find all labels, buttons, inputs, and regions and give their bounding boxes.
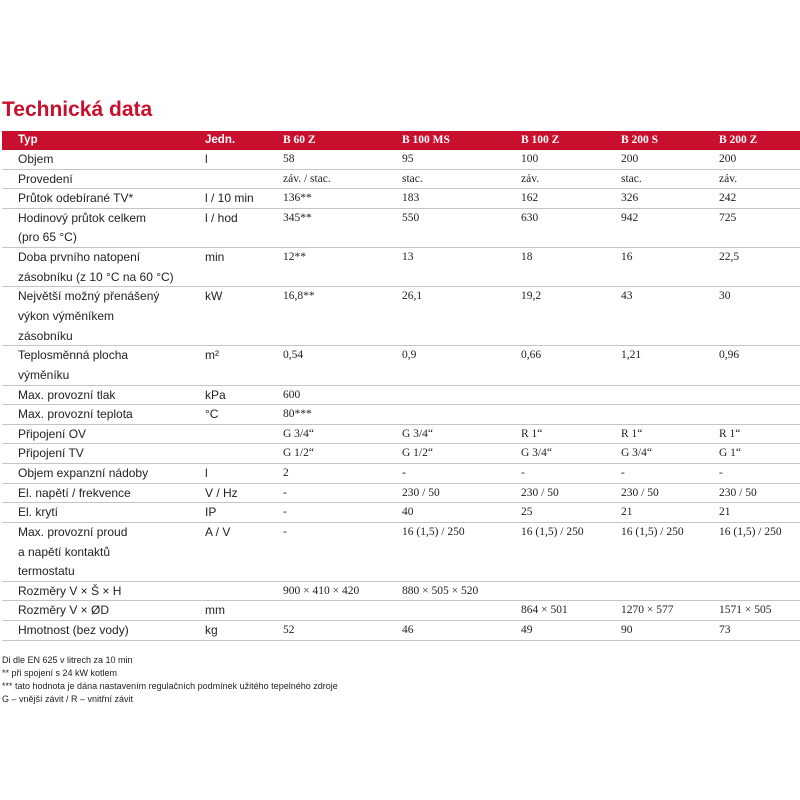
row-value: 43: [621, 290, 633, 303]
table-row: [2, 582, 800, 602]
row-unit: min: [205, 250, 225, 265]
row-label: Doba prvního natopení zásobníku (z 10 °C na 60 °C): [18, 250, 174, 284]
row-value: stac.: [402, 172, 423, 185]
table-row: [2, 346, 800, 385]
row-label: Největší možný přenášený výkon výměníkem zásobníku: [18, 289, 160, 343]
table-row: [2, 287, 800, 346]
row-label: Průtok odebírané TV*: [18, 191, 134, 206]
row-value: 230 / 50: [402, 486, 440, 499]
row-value: 942: [621, 211, 639, 224]
header-cell-unit: Jedn.: [205, 134, 236, 146]
table-row: [2, 170, 800, 190]
row-value: 100: [521, 153, 539, 165]
row-value: 326: [621, 192, 639, 205]
row-value: 1571 × 505: [719, 604, 772, 617]
table-row: [2, 484, 800, 504]
row-value: G 1“: [719, 447, 742, 460]
header-cell-model: B 60 Z: [283, 134, 316, 146]
row-label: Max. provozní proud a napětí kontaktů termostatu: [18, 524, 128, 579]
row-unit: l: [205, 152, 208, 166]
row-value: 900 × 410 × 420: [283, 584, 360, 597]
row-unit: °C: [205, 407, 219, 422]
row-value: -: [283, 506, 287, 519]
row-value: 46: [402, 624, 414, 637]
row-label: Rozměry V × Š × H: [18, 583, 122, 598]
row-label: Hodinový průtok celkem (pro 65 °C): [18, 210, 147, 245]
header-cell-model: B 100 Z: [521, 134, 560, 146]
row-value: 1,21: [621, 349, 642, 362]
row-value: 80***: [283, 408, 312, 421]
row-label: El. krytí: [18, 505, 59, 520]
row-label: Hmotnost (bez vody): [18, 623, 129, 638]
table-header-row: [2, 131, 800, 150]
row-value: [616, 386, 714, 405]
table-row: [2, 425, 800, 445]
row-value: 16 (1,5) / 250: [402, 525, 465, 538]
row-value: [616, 405, 714, 424]
row-value: 22,5: [719, 251, 740, 264]
row-value: 40: [402, 506, 414, 519]
row-value: 550: [402, 211, 420, 224]
row-value: 880 × 505 × 520: [402, 584, 479, 597]
row-value: [714, 582, 798, 601]
row-value: -: [521, 467, 525, 480]
row-value: záv. / stac.: [283, 172, 331, 185]
row-value: -: [283, 525, 287, 538]
row-value: 58: [283, 153, 295, 165]
row-label: Objem expanzní nádoby: [18, 466, 149, 481]
row-value: 345**: [283, 211, 312, 224]
table-row: [2, 209, 800, 248]
row-value: 162: [521, 192, 539, 205]
row-value: [714, 405, 798, 424]
row-value: [516, 386, 616, 405]
table-row: [2, 248, 800, 287]
row-value: 16,8**: [283, 290, 315, 303]
header-cell-model: B 200 S: [621, 134, 659, 146]
footnote: Di dle EN 625 v litrech za 10 min: [2, 655, 133, 665]
row-value: G 1/2“: [402, 447, 433, 460]
row-value: 90: [621, 624, 633, 637]
row-value: -: [621, 467, 625, 480]
row-value: [516, 405, 616, 424]
row-value: -: [283, 486, 287, 499]
row-unit: [200, 425, 278, 444]
technical-data-table: [2, 131, 800, 641]
row-value: [714, 386, 798, 405]
row-value: [278, 601, 397, 620]
row-value: 0,54: [283, 349, 304, 362]
row-value: 16 (1,5) / 250: [719, 525, 782, 538]
row-value: R 1“: [719, 427, 741, 440]
row-value: 230 / 50: [719, 486, 757, 499]
footnotes: [2, 654, 338, 706]
row-value: 21: [621, 506, 633, 519]
row-value: 0,96: [719, 349, 740, 362]
row-value: -: [402, 467, 406, 480]
table-row: [2, 621, 800, 641]
row-label: El. napětí / frekvence: [18, 485, 131, 500]
row-label: Max. provozní tlak: [18, 387, 116, 402]
row-value: G 3/4“: [283, 427, 314, 440]
table-body: [2, 150, 800, 641]
row-value: 230 / 50: [621, 486, 659, 499]
footnote: G – vnější závit / R – vnitřní závit: [2, 694, 134, 704]
row-value: [397, 601, 516, 620]
header-cell-model: B 100 MS: [402, 134, 450, 146]
row-value: 725: [719, 211, 737, 224]
table-row: [2, 601, 800, 621]
row-value: 95: [402, 153, 414, 165]
row-label: Max. provozní teplota: [18, 407, 133, 422]
row-value: 864 × 501: [521, 604, 568, 617]
row-value: 30: [719, 290, 731, 303]
row-value: 600: [283, 388, 301, 401]
row-value: R 1“: [621, 427, 643, 440]
row-value: 2: [283, 467, 289, 480]
row-value: R 1“: [521, 427, 543, 440]
row-value: 73: [719, 624, 731, 637]
row-value: 25: [521, 506, 533, 519]
row-unit: A / V: [205, 524, 231, 539]
row-value: 630: [521, 211, 539, 224]
row-value: [397, 386, 516, 405]
row-unit: l / 10 min: [205, 191, 254, 206]
table-row: [2, 189, 800, 209]
row-unit: kW: [205, 289, 223, 304]
row-unit: [200, 444, 278, 463]
row-unit: l: [205, 466, 208, 481]
row-value: [397, 405, 516, 424]
row-unit: kPa: [205, 387, 226, 402]
row-value: stac.: [621, 172, 642, 185]
row-label: Provedení: [18, 171, 73, 186]
row-value: záv.: [521, 172, 540, 185]
row-value: 18: [521, 251, 533, 264]
row-value: G 1/2“: [283, 447, 314, 460]
row-value: 230 / 50: [521, 486, 559, 499]
row-value: -: [719, 467, 723, 480]
row-value: 16: [621, 251, 633, 264]
row-label: Připojení OV: [18, 426, 87, 441]
table-row: [2, 405, 800, 425]
footnote: *** tato hodnota je dána nastavením regulačních podmínek užitého tepelného zdroje: [2, 681, 338, 691]
row-value: 16 (1,5) / 250: [621, 525, 684, 538]
header-cell-type: Typ: [18, 134, 38, 146]
row-value: 0,9: [402, 349, 417, 362]
table-row: [2, 150, 800, 170]
row-unit: [200, 170, 278, 189]
row-value: 52: [283, 624, 295, 637]
row-unit: IP: [205, 505, 217, 520]
row-value: 0,66: [521, 349, 542, 362]
row-label: Objem: [18, 152, 54, 166]
row-value: 49: [521, 624, 533, 637]
row-unit: V / Hz: [205, 485, 238, 500]
row-value: 21: [719, 506, 731, 519]
row-value: 183: [402, 192, 420, 205]
row-unit: l / hod: [205, 210, 238, 225]
row-unit: mm: [205, 603, 225, 618]
table-row: [2, 503, 800, 523]
row-value: 16 (1,5) / 250: [521, 525, 584, 538]
row-value: 200: [621, 153, 639, 165]
table-row: [2, 464, 800, 484]
row-value: 12**: [283, 251, 306, 264]
row-value: G 3/4“: [402, 427, 433, 440]
header-cell-model: B 200 Z: [719, 134, 758, 146]
row-value: [516, 582, 616, 601]
row-unit: m²: [205, 348, 219, 363]
row-value: 13: [402, 251, 414, 264]
row-value: 136**: [283, 192, 312, 205]
row-value: 1270 × 577: [621, 604, 674, 617]
row-value: G 3/4“: [521, 447, 552, 460]
row-value: 26,1: [402, 290, 423, 303]
table-row: [2, 444, 800, 464]
row-value: 242: [719, 192, 737, 205]
row-label: Připojení TV: [18, 446, 84, 461]
page-title: Technická data: [2, 98, 153, 121]
row-unit: [200, 582, 278, 601]
table-row: [2, 523, 800, 582]
table-row: [2, 386, 800, 406]
row-value: 200: [719, 153, 737, 165]
row-label: Teplosměnná plocha výměníku: [18, 348, 129, 382]
row-unit: kg: [205, 623, 218, 638]
row-value: 19,2: [521, 290, 542, 303]
row-value: [616, 582, 714, 601]
row-value: záv.: [719, 172, 738, 185]
footnote: ** při spojení s 24 kW kotlem: [2, 668, 118, 678]
row-value: G 3/4“: [621, 447, 652, 460]
row-label: Rozměry V × ØD: [18, 603, 110, 618]
